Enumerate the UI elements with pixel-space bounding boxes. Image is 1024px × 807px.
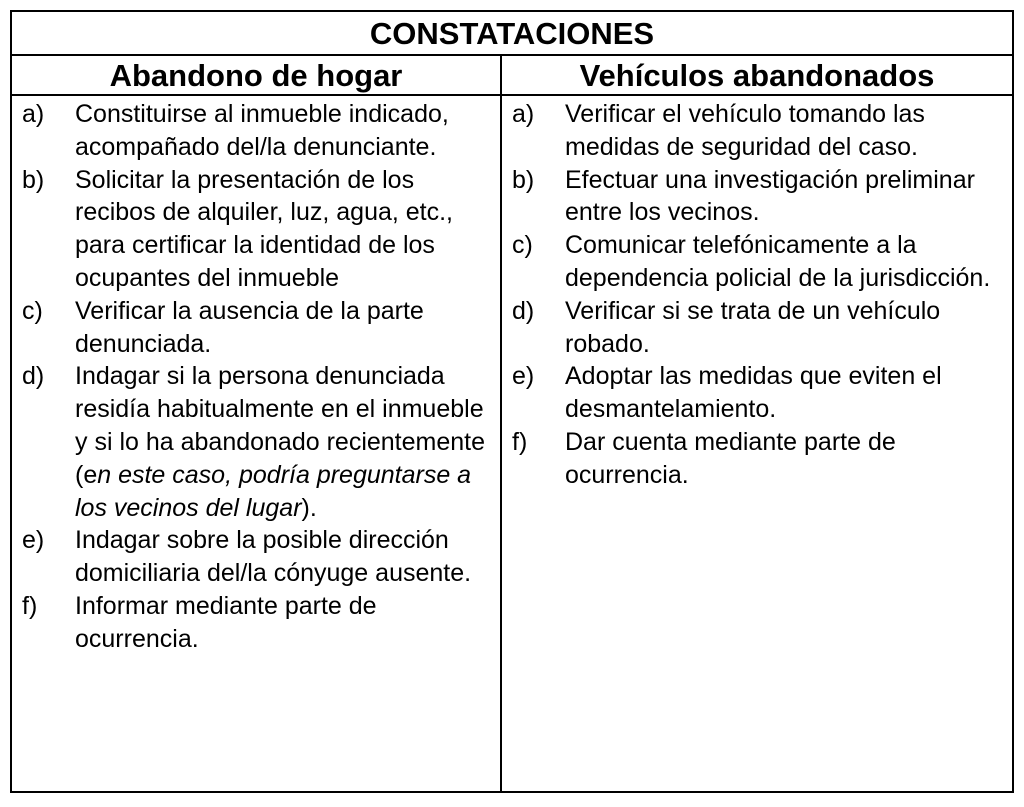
item-marker: c) <box>512 231 533 260</box>
list-item <box>502 164 1012 230</box>
item-marker: d) <box>512 296 535 325</box>
item-marker: a) <box>512 100 535 128</box>
column-header-row <box>12 56 1012 96</box>
item-marker: c) <box>22 296 43 325</box>
list-item <box>502 426 1012 492</box>
item-text-after: ). <box>301 493 317 522</box>
header-vehiculos-abandonados: Vehículos abandonados <box>579 57 935 93</box>
item-text: Verificar la ausencia de la parte denunciada. <box>75 296 424 358</box>
list-item <box>12 295 500 361</box>
list-item <box>12 524 500 590</box>
item-text: Informar mediante parte de ocurrencia. <box>75 591 377 653</box>
item-text: Comunicar telefónicamente a la dependencia policial de la jurisdicción. <box>565 231 991 292</box>
list-item <box>502 229 1012 295</box>
left-column-list <box>12 96 502 791</box>
item-text-italic: n este caso, podría preguntarse a los vecinos del lugar <box>75 460 472 522</box>
item-marker: e) <box>22 526 45 555</box>
item-text: Dar cuenta mediante parte de ocurrencia. <box>565 427 896 489</box>
item-text <box>75 360 500 524</box>
list-item <box>12 98 500 164</box>
item-marker: e) <box>512 362 535 391</box>
constataciones-table <box>10 10 1014 793</box>
table-title: CONSTATACIONES <box>12 12 1012 56</box>
item-marker: a) <box>22 100 45 128</box>
list-item <box>12 590 500 656</box>
item-text: Adoptar las medidas que eviten el desmantelamiento. <box>565 362 942 424</box>
item-marker: d) <box>22 362 45 391</box>
item-marker: f) <box>22 591 38 620</box>
list-item <box>502 98 1012 164</box>
item-marker: b) <box>22 165 45 194</box>
item-text: Constituirse al inmueble indicado, acompañado del/la denunciante. <box>75 100 449 161</box>
list-item <box>12 360 500 524</box>
list-item <box>502 295 1012 361</box>
list-item <box>12 164 500 295</box>
item-marker: f) <box>512 427 528 456</box>
item-text: Verificar si se trata de un vehículo robado. <box>565 296 941 358</box>
item-marker: b) <box>512 165 535 194</box>
item-text: Verificar el vehículo tomando las medidas de seguridad del caso. <box>565 100 925 161</box>
item-text: Efectuar una investigación preliminar entre los vecinos. <box>565 165 975 227</box>
right-column-list <box>502 96 1012 791</box>
item-text: Solicitar la presentación de los recibos de alquiler, luz, agua, etc., para certificar la identidad de los ocupantes del inmueble <box>75 165 454 292</box>
item-text: Indagar sobre la posible dirección domiciliaria del/la cónyuge ausente. <box>75 526 472 588</box>
header-abandono-de-hogar: Abandono de hogar <box>12 56 502 94</box>
item-text-before: Indagar si la persona denunciada residía habitualmente en el inmueble y si lo ha abandonado recientemente (e <box>75 362 486 489</box>
list-item <box>502 360 1012 426</box>
table-body-row <box>12 96 1012 791</box>
